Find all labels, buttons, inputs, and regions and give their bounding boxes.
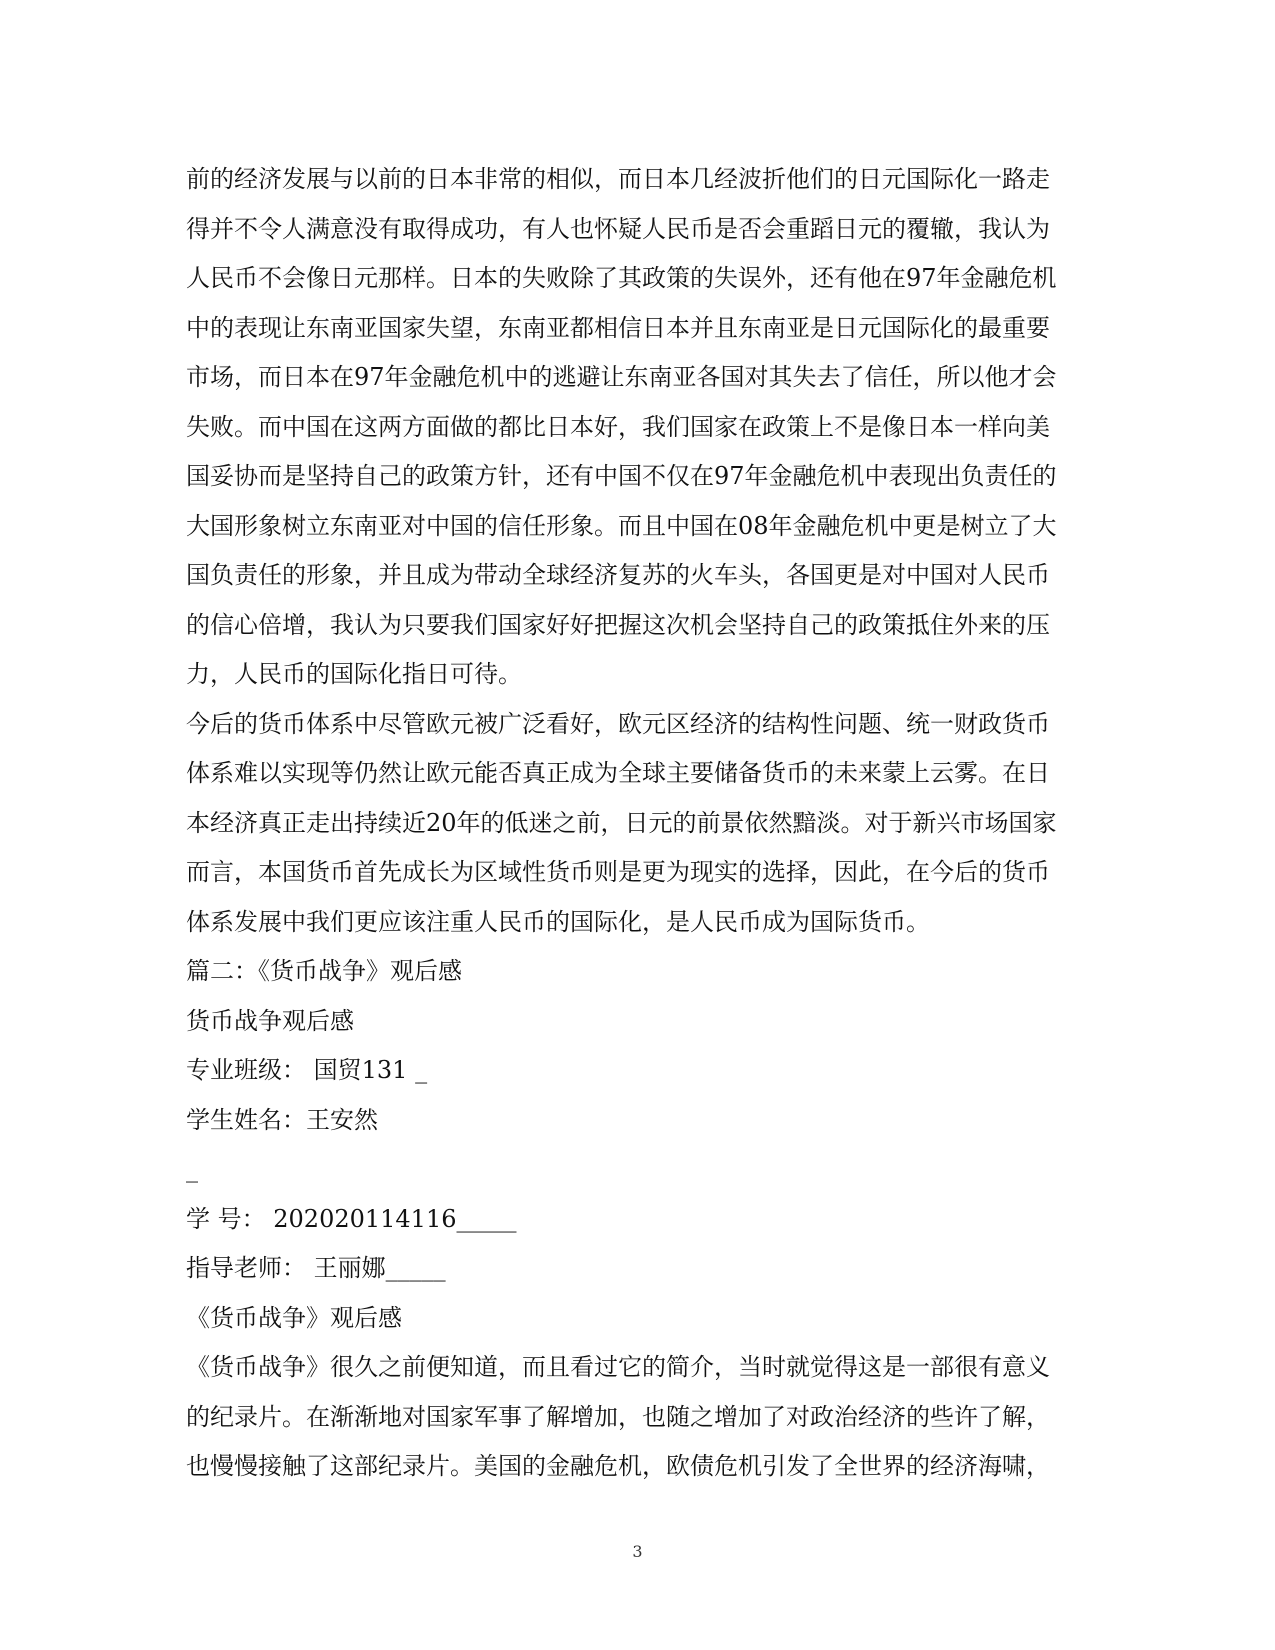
text-line: 也慢慢接触了这部纪录片。美国的金融危机，欧债危机引发了全世界的经济海啸， (186, 1452, 1050, 1480)
text-line: 失败。而中国在这两方面做的都比日本好，我们国家在政策上不是像日本一样向美 (186, 412, 1050, 441)
text-line: 体系发展中我们更应该注重人民币的国际化，是人民币成为国际货币。 (186, 907, 930, 936)
advisor-field: 指导老师： 王丽娜_____ (186, 1254, 446, 1282)
text-line: 的信心倍增，我认为只要我们国家好好把握这次机会坚持自己的政策抵住外来的压 (186, 610, 1050, 639)
text-line: 大国形象树立东南亚对中国的信任形象。而且中国在08年金融危机中更是树立了大 (186, 511, 1057, 540)
student-name-field: 学生姓名：王安然 (186, 1105, 378, 1134)
text-line: 而言，本国货币首先成长为区域性货币则是更为现实的选择，因此，在今后的货币 (186, 858, 1050, 886)
page-number: 3 (632, 1542, 643, 1561)
text-line: 人民币不会像日元那样。日本的失败除了其政策的失误外，还有他在97年金融危机 (186, 264, 1057, 292)
underline-mark: _ (186, 1155, 198, 1183)
essay-title: 货币战争观后感 (186, 1006, 354, 1035)
review-title: 《货币战争》观后感 (186, 1303, 402, 1332)
text-line: 力，人民币的国际化指日可待。 (186, 660, 522, 688)
text-line: 本经济真正走出持续近20年的低迷之前，日元的前景依然黯淡。对于新兴市场国家 (186, 808, 1057, 837)
text-line: 前的经济发展与以前的日本非常的相似，而日本几经波折他们的日元国际化一路走 (186, 165, 1050, 193)
text-line: 的纪录片。在渐渐地对国家军事了解增加，也随之增加了对政治经济的些许了解， (186, 1402, 1050, 1431)
text-line: 市场，而日本在97年金融危机中的逃避让东南亚各国对其失去了信任，所以他才会 (186, 363, 1057, 391)
text-line: 今后的货币体系中尽管欧元被广泛看好，欧元区经济的结构性问题、统一财政货币 (186, 709, 1050, 738)
document-body (186, 155, 1086, 1492)
text-line: 《货币战争》很久之前便知道，而且看过它的简介，当时就觉得这是一部很有意义 (186, 1353, 1050, 1381)
student-id-field: 学 号： 202020114116_____ (186, 1204, 517, 1233)
text-line: 体系难以实现等仍然让欧元能否真正成为全球主要储备货币的未来蒙上云雾。在日 (186, 759, 1050, 787)
text-line: 中的表现让东南亚国家失望，东南亚都相信日本并且东南亚是日元国际化的最重要 (186, 313, 1050, 342)
class-field: 专业班级： 国贸131 _ (186, 1056, 428, 1084)
text-line: 国负责任的形象，并且成为带动全球经济复苏的火车头，各国更是对中国对人民币 (186, 561, 1050, 589)
text-line: 国妥协而是坚持自己的政策方针，还有中国不仅在97年金融危机中表现出负责任的 (186, 462, 1057, 490)
section-heading: 篇二：《货币战争》观后感 (186, 957, 462, 985)
text-line: 得并不令人满意没有取得成功，有人也怀疑人民币是否会重蹈日元的覆辙，我认为 (186, 214, 1050, 243)
